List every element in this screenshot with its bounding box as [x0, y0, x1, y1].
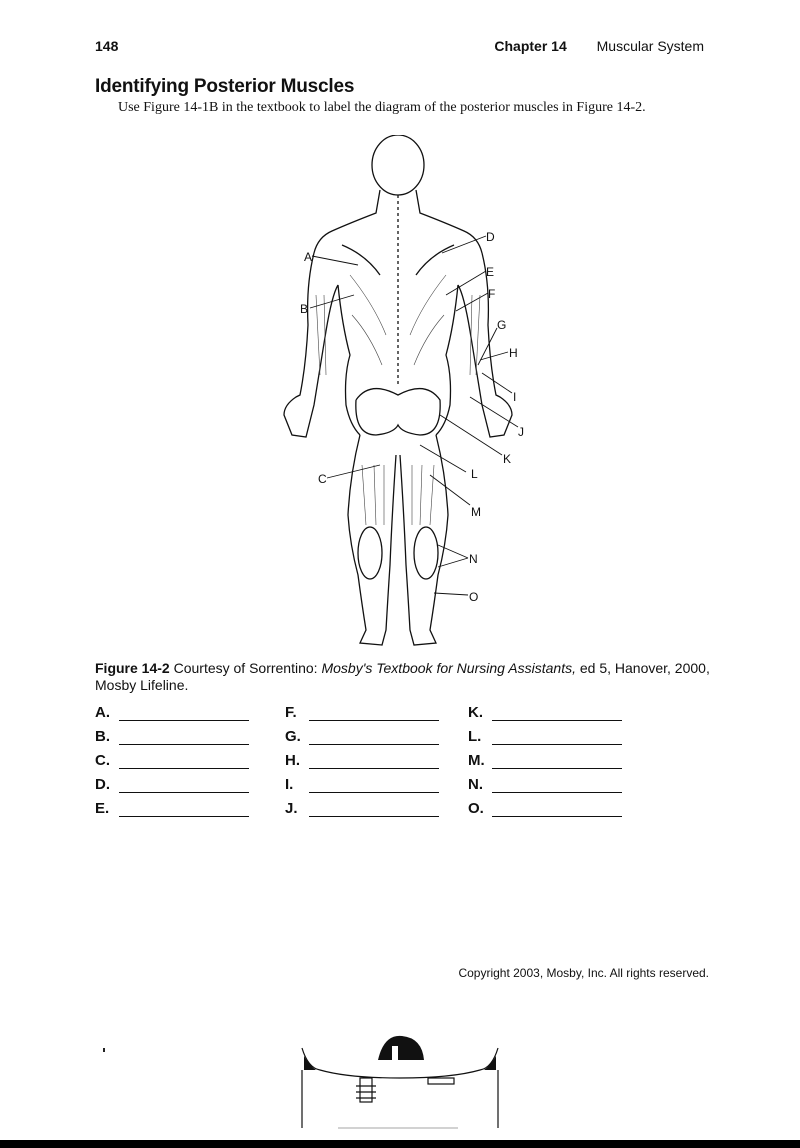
answer-blank[interactable] [492, 767, 622, 769]
answer-letter: F. [285, 704, 297, 721]
answer-item-d [95, 776, 275, 796]
section-title: Identifying Posterior Muscles [95, 76, 355, 97]
caption-text-after: ed 5, Hanover, 2000, Mosby Lifeline. [95, 660, 710, 693]
figure-label-c: C [318, 472, 327, 486]
answer-item-f [285, 704, 465, 724]
figure-label-f: F [488, 287, 496, 301]
figure-label-k: K [503, 452, 512, 466]
figure-label-e: E [486, 265, 495, 279]
copyright-notice: Copyright 2003, Mosby, Inc. All rights reserved. [458, 966, 709, 980]
answer-blank[interactable] [119, 767, 249, 769]
answer-letter: B. [95, 728, 110, 745]
answer-letter: A. [95, 704, 110, 721]
answer-blank[interactable] [119, 719, 249, 721]
answer-letter: M. [468, 752, 485, 769]
answer-item-a [95, 704, 275, 724]
answer-blank[interactable] [119, 791, 249, 793]
answer-item-c [95, 752, 275, 772]
answer-blank[interactable] [309, 791, 439, 793]
answer-item-e [95, 800, 275, 820]
answer-item-l [468, 728, 648, 748]
figure-label-m: M [471, 505, 481, 519]
figure-label-h: H [509, 346, 518, 360]
answer-letter: J. [285, 800, 298, 817]
answer-blank[interactable] [309, 719, 439, 721]
answer-item-j [285, 800, 465, 820]
figure-label-i: I [513, 390, 517, 404]
answer-blank[interactable] [492, 719, 622, 721]
binder-clip-graphic [298, 1030, 504, 1135]
figure-label-l: L [471, 467, 478, 481]
figure-label-g: G [497, 318, 507, 332]
bottom-border [0, 1140, 800, 1148]
figure-labels [300, 230, 524, 604]
answer-blank[interactable] [492, 815, 622, 817]
figure-caption [95, 660, 715, 694]
chapter-label: Chapter 14 [494, 38, 567, 54]
caption-text-before: Courtesy of Sorrentino: [173, 660, 322, 676]
answer-blank[interactable] [309, 767, 439, 769]
answer-letter: C. [95, 752, 110, 769]
posterior-muscles-figure [270, 135, 530, 660]
answer-item-n [468, 776, 648, 796]
caption-book: Mosby's Textbook for Nursing Assistants, [321, 660, 576, 676]
chapter-title: Muscular System [596, 38, 704, 54]
muscle-fibers [316, 275, 480, 525]
answer-item-g [285, 728, 465, 748]
answer-item-i [285, 776, 465, 796]
scan-speck [103, 1048, 105, 1052]
answer-blank[interactable] [492, 791, 622, 793]
figure-label-b: B [300, 302, 309, 316]
binder-clip-icon [298, 1030, 504, 1130]
answer-letter: O. [468, 800, 484, 817]
page-number: 148 [95, 38, 119, 54]
answer-item-h [285, 752, 465, 772]
figure-label-a: A [304, 250, 313, 264]
answer-blank[interactable] [119, 743, 249, 745]
answer-letter: D. [95, 776, 110, 793]
answer-letter: G. [285, 728, 301, 745]
answer-letter: L. [468, 728, 482, 745]
answer-item-o [468, 800, 648, 820]
figure-label-n: N [469, 552, 478, 566]
instructions: Use Figure 14-1B in the textbook to label the diagram of the posterior muscles in Figure 14-2. [118, 100, 646, 115]
answer-letter: E. [95, 800, 110, 817]
figure-label-o: O [469, 590, 479, 604]
caption-number: Figure 14-2 [95, 660, 170, 676]
answer-item-m [468, 752, 648, 772]
answer-blank[interactable] [309, 743, 439, 745]
answer-item-k [468, 704, 648, 724]
answer-blank[interactable] [492, 743, 622, 745]
answer-blank[interactable] [309, 815, 439, 817]
chapter-header [494, 38, 704, 54]
leader-lines [310, 236, 518, 595]
body-outline [284, 135, 512, 645]
answer-item-b [95, 728, 275, 748]
answer-letter: I. [285, 776, 294, 793]
answer-blank[interactable] [119, 815, 249, 817]
answer-letter: H. [285, 752, 300, 769]
figure-label-d: D [486, 230, 495, 244]
figure-label-j: J [518, 425, 524, 439]
body-diagram [270, 135, 530, 655]
answer-letter: N. [468, 776, 483, 793]
answer-letter: K. [468, 704, 483, 721]
